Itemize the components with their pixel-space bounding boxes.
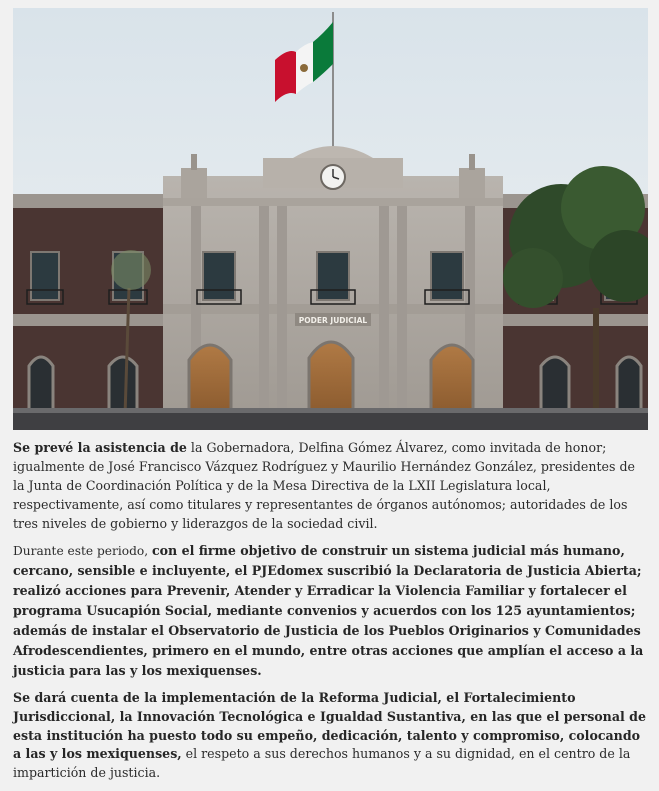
paragraph-attendance-text: la Gobernadora, Delfina Gómez Álvarez, como invitada de honor; igualmente de José Francisco Vázquez Rodríguez y Maurilio Hernández González, presidentes de la Junta de Coordinación Política y de la Mesa Directiva de la LXII Legislatura local, respectivamente, así como titulares y representantes de órganos autónomos; autoridades de los tres niveles de gobierno y liderazgos de la sociedad civil.	[13, 440, 635, 531]
building-sign: PODER JUDICIAL	[298, 316, 368, 325]
paragraph-period	[13, 541, 647, 681]
paragraph-period-text: con el firme objetivo de construir un sistema judicial más humano, cercano, sensible e incluyente, el PJEdomex suscribió la Declaratoria de Justicia Abierta; realizó acciones para Prevenir, Atender y Erradicar la Violencia Familiar y fortalecer el programa Usucapión Social, mediante convenios y acuerdos con los 125 ayuntamientos; además de instalar el Observatorio de Justicia de los Pueblos Originarios y Comunidades Afrodescendientes, primero en el mundo, entre otras acciones que amplían el acceso a la justicia para las y los mexiquenses.	[13, 543, 644, 678]
article-body	[13, 438, 647, 791]
paragraph-period-lead: Durante este periodo,	[13, 544, 152, 558]
clock-icon	[321, 165, 345, 189]
paragraph-attendance	[13, 438, 647, 533]
building-photo	[13, 8, 648, 430]
paragraph-reform-lead: Se dará cuenta de la implementación de la Reforma Judicial, el Fortalecimiento Jurisdiccional, la Innovación Tecnológica e Igualdad Sustantiva, en las que el personal de esta institución ha puesto todo su empeño, dedicación, talento y compromiso, colocando a las y los mexiquenses,	[13, 690, 646, 762]
paragraph-attendance-lead: Se prevé la asistencia de	[13, 440, 187, 455]
paragraph-reform-text: el respeto a sus derechos humanos y a su dignidad, en el centro de la impartición de justicia.	[13, 746, 631, 781]
paragraph-reform	[13, 689, 647, 783]
building-illustration	[13, 8, 648, 430]
